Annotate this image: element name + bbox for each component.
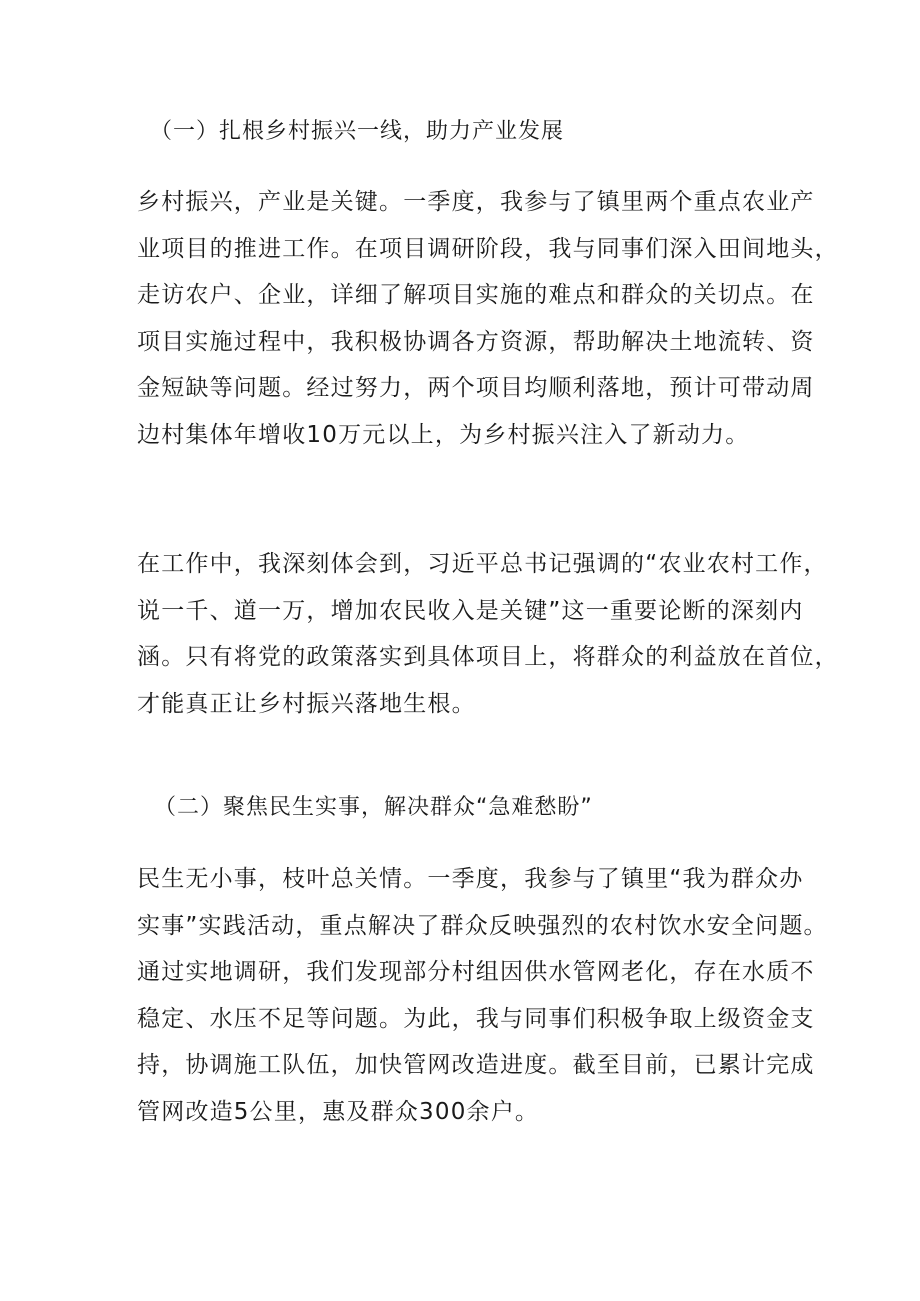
- text-line: 稳定、水压不足等问题。为此，我与同事们积极争取上级资金支: [137, 1005, 815, 1032]
- text-line: 走访农户、企业，详细了解项目实施的难点和群众的关切点。在: [137, 282, 815, 308]
- text-line: 项目实施过程中，我积极协调各方资源，帮助解决土地流转、资: [137, 328, 815, 355]
- section-2-heading: （二）聚焦民生实事，解决群众“急难愁盼”: [154, 795, 593, 820]
- text-line: 实事”实践活动，重点解决了群众反映强烈的农村饮水安全问题。: [137, 912, 828, 939]
- text-line: 业项目的推进工作。在项目调研阶段，我与同事们深入田间地头，: [137, 235, 839, 262]
- text-line: 才能真正让乡村振兴落地生根。: [137, 690, 476, 717]
- section-1-paragraph-2: [137, 541, 839, 727]
- section-1-paragraph-1: [137, 179, 839, 458]
- text-line: 通过实地调研，我们发现部分村组因供水管网老化，存在水质不: [137, 959, 815, 985]
- text-line: 涵。只有将党的政策落实到具体项目上，将群众的利益放在首位，: [137, 644, 839, 670]
- text-line: 边村集体年增收10万元以上，为乡村振兴注入了新动力。: [137, 421, 750, 448]
- text-line: 民生无小事，枝叶总关情。一季度，我参与了镇里“我为群众办: [137, 866, 804, 892]
- text-line: 在工作中，我深刻体会到，习近平总书记强调的“农业农村工作，: [137, 551, 828, 577]
- text-line: 管网改造5公里，惠及群众300余户。: [137, 1098, 540, 1125]
- text-line: 金短缺等问题。经过努力，两个项目均顺利落地，预计可带动周: [137, 375, 815, 401]
- text-line: 说一千、道一万，增加农民收入是关键”这一重要论断的深刻内: [137, 597, 804, 624]
- text-line: 持，协调施工队伍，加快管网改造进度。截至目前，已累计完成: [137, 1052, 815, 1078]
- section-2-paragraph-1: [137, 856, 828, 1135]
- section-1-heading: （一）扎根乡村振兴一线，助力产业发展: [150, 119, 565, 144]
- text-line: 乡村振兴，产业是关键。一季度，我参与了镇里两个重点农业产: [137, 189, 815, 215]
